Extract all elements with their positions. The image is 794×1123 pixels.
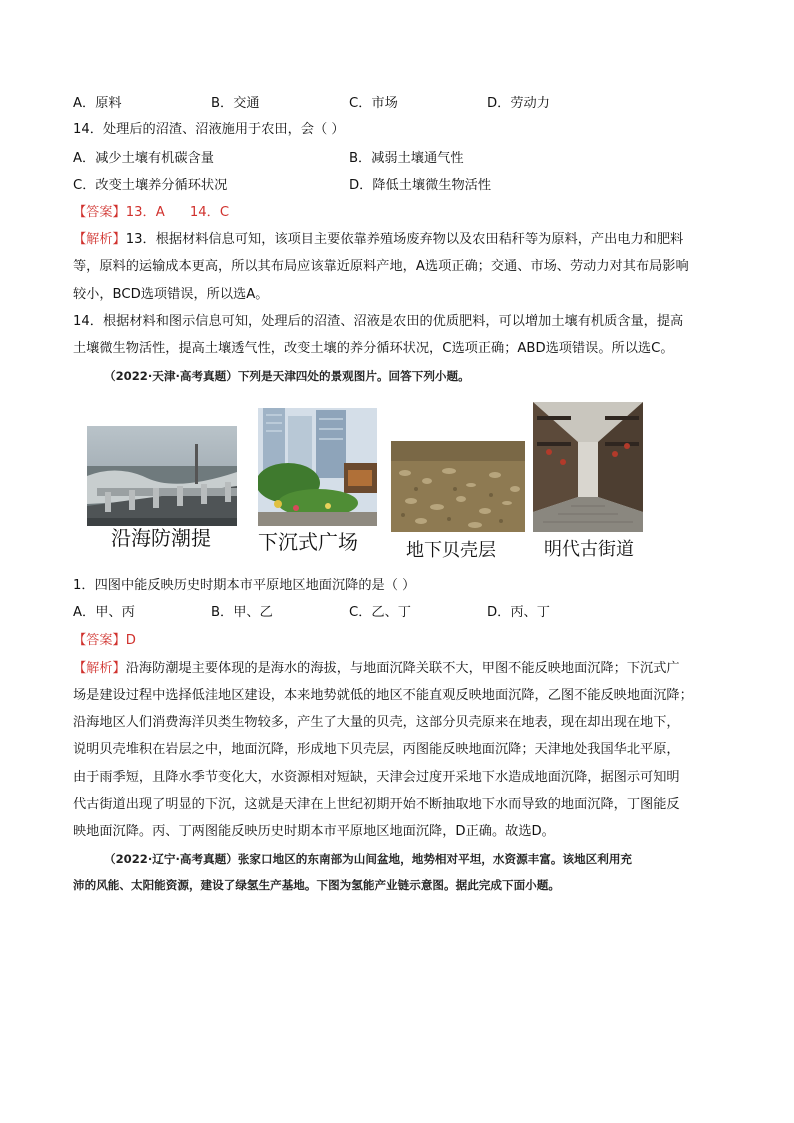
answer-text: D — [125, 633, 136, 648]
caption-shell-layer: 地下贝壳层 — [406, 540, 496, 561]
analysis-tag: 【解析】 — [73, 232, 126, 247]
answer-block-2 — [73, 633, 136, 649]
photo-ancient-street — [533, 402, 643, 532]
q1-option-a: A．甲、丙 — [73, 605, 135, 620]
analysis2-line-2: 场是建设过程中选择低洼地区建设，本来地势就低的地区不能直观反映地面沉降，乙图不能反映地面沉降； — [73, 688, 693, 703]
intro-liaoning-line-2: 沛的风能、太阳能资源，建设了绿氢生产基地。下图为氢能产业链示意图。据此完成下面小题。 — [73, 878, 560, 892]
seawall-image — [87, 426, 237, 526]
q13-option-b: B．交通 — [211, 96, 260, 111]
analysis2-line-3: 沿海地区人们消费海洋贝类生物较多，产生了大量的贝壳，这部分贝壳原来在地表，现在却出现在地下， — [73, 715, 680, 730]
q13-option-a: A．原料 — [73, 96, 122, 111]
q1-option-b: B．甲、乙 — [211, 605, 273, 620]
analysis1-line-4: 14．根据材料和图示信息可知，处理后的沼渣、沼液是农田的优质肥料，可以增加土壤有机质含量，提高 — [73, 314, 684, 329]
answer-tag: 【答案】 — [73, 633, 126, 648]
analysis2-line-4: 说明贝壳堆积在岩层之中，地面沉降，形成地下贝壳层，丙图能反映地面沉降；天津地处我国华北平原， — [73, 742, 680, 757]
q14-option-b: B．减弱土壤通气性 — [349, 151, 464, 166]
analysis-tag: 【解析】 — [73, 661, 126, 676]
analysis1-line-1: 【解析】13．根据材料信息可知，该项目主要依靠养殖场废弃物以及农田秸秆等为原料，产出电力和肥料 — [73, 232, 684, 247]
caption-sunken-plaza: 下沉式广场 — [258, 530, 358, 554]
analysis1-line-2: 等，原料的运输成本更高，所以其布局应该靠近原料产地，A选项正确；交通、市场、劳动力对其布局影响 — [73, 259, 689, 274]
q1-option-d: D．丙、丁 — [487, 605, 550, 620]
photo-shell-layer — [391, 441, 525, 532]
analysis2-line-1: 【解析】沿海防潮堤主要体现的是海水的海拔，与地面沉降关联不大，甲图不能反映地面沉降；下沉式广 — [73, 661, 680, 676]
analysis2-line-6: 代古街道出现了明显的下沉，这就是天津在上世纪初期开始不断抽取地下水而导致的地面沉降，丁图能反 — [73, 797, 680, 812]
answer-text: 13．A 14．C — [125, 205, 230, 220]
q14-option-d: D．降低土壤微生物活性 — [349, 178, 492, 193]
sunken-plaza-image — [258, 408, 377, 526]
q13-option-c: C．市场 — [349, 96, 398, 111]
answer-block-1 — [73, 205, 229, 221]
analysis2-line-7: 映地面沉降。丙、丁两图能反映历史时期本市平原地区地面沉降，D正确。故选D。 — [73, 824, 555, 839]
analysis1-line-5: 土壤微生物活性，提高土壤透气性，改变土壤的养分循环状况，C选项正确；ABD选项错误。所以选C。 — [73, 341, 674, 356]
q14-option-a: A．减少土壤有机碳含量 — [73, 151, 214, 166]
shell-layer-image — [391, 441, 525, 532]
q14-option-c: C．改变土壤养分循环状况 — [73, 178, 228, 193]
analysis1-line-3: 较小，BCD选项错误，所以选A。 — [73, 287, 269, 302]
ancient-street-image — [533, 402, 643, 532]
q14-stem: 14．处理后的沼渣、沼液施用于农田，会（ ） — [73, 122, 345, 137]
intro-liaoning-line-1: （2022·辽宁·高考真题）张家口地区的东南部为山间盆地，地势相对平坦，水资源丰富。该地区利用充 — [104, 852, 633, 866]
intro-tianjin: （2022·天津·高考真题）下列是天津四处的景观图片。回答下列小题。 — [104, 369, 470, 383]
answer-tag: 【答案】 — [73, 205, 126, 220]
caption-ancient-street: 明代古街道 — [544, 539, 634, 560]
q13-option-d: D．劳动力 — [487, 96, 550, 111]
caption-coastal-seawall: 沿海防潮提 — [111, 526, 211, 550]
photo-coastal-seawall — [87, 426, 237, 526]
photo-sunken-plaza — [258, 408, 377, 526]
analysis2-line-5: 由于雨季短，且降水季节变化大，水资源相对短缺，天津会过度开采地下水造成地面沉降，据图示可知明 — [73, 770, 680, 785]
q1-stem: 1．四图中能反映历史时期本市平原地区地面沉降的是（ ） — [73, 578, 416, 593]
q1-option-c: C．乙、丁 — [349, 605, 411, 620]
